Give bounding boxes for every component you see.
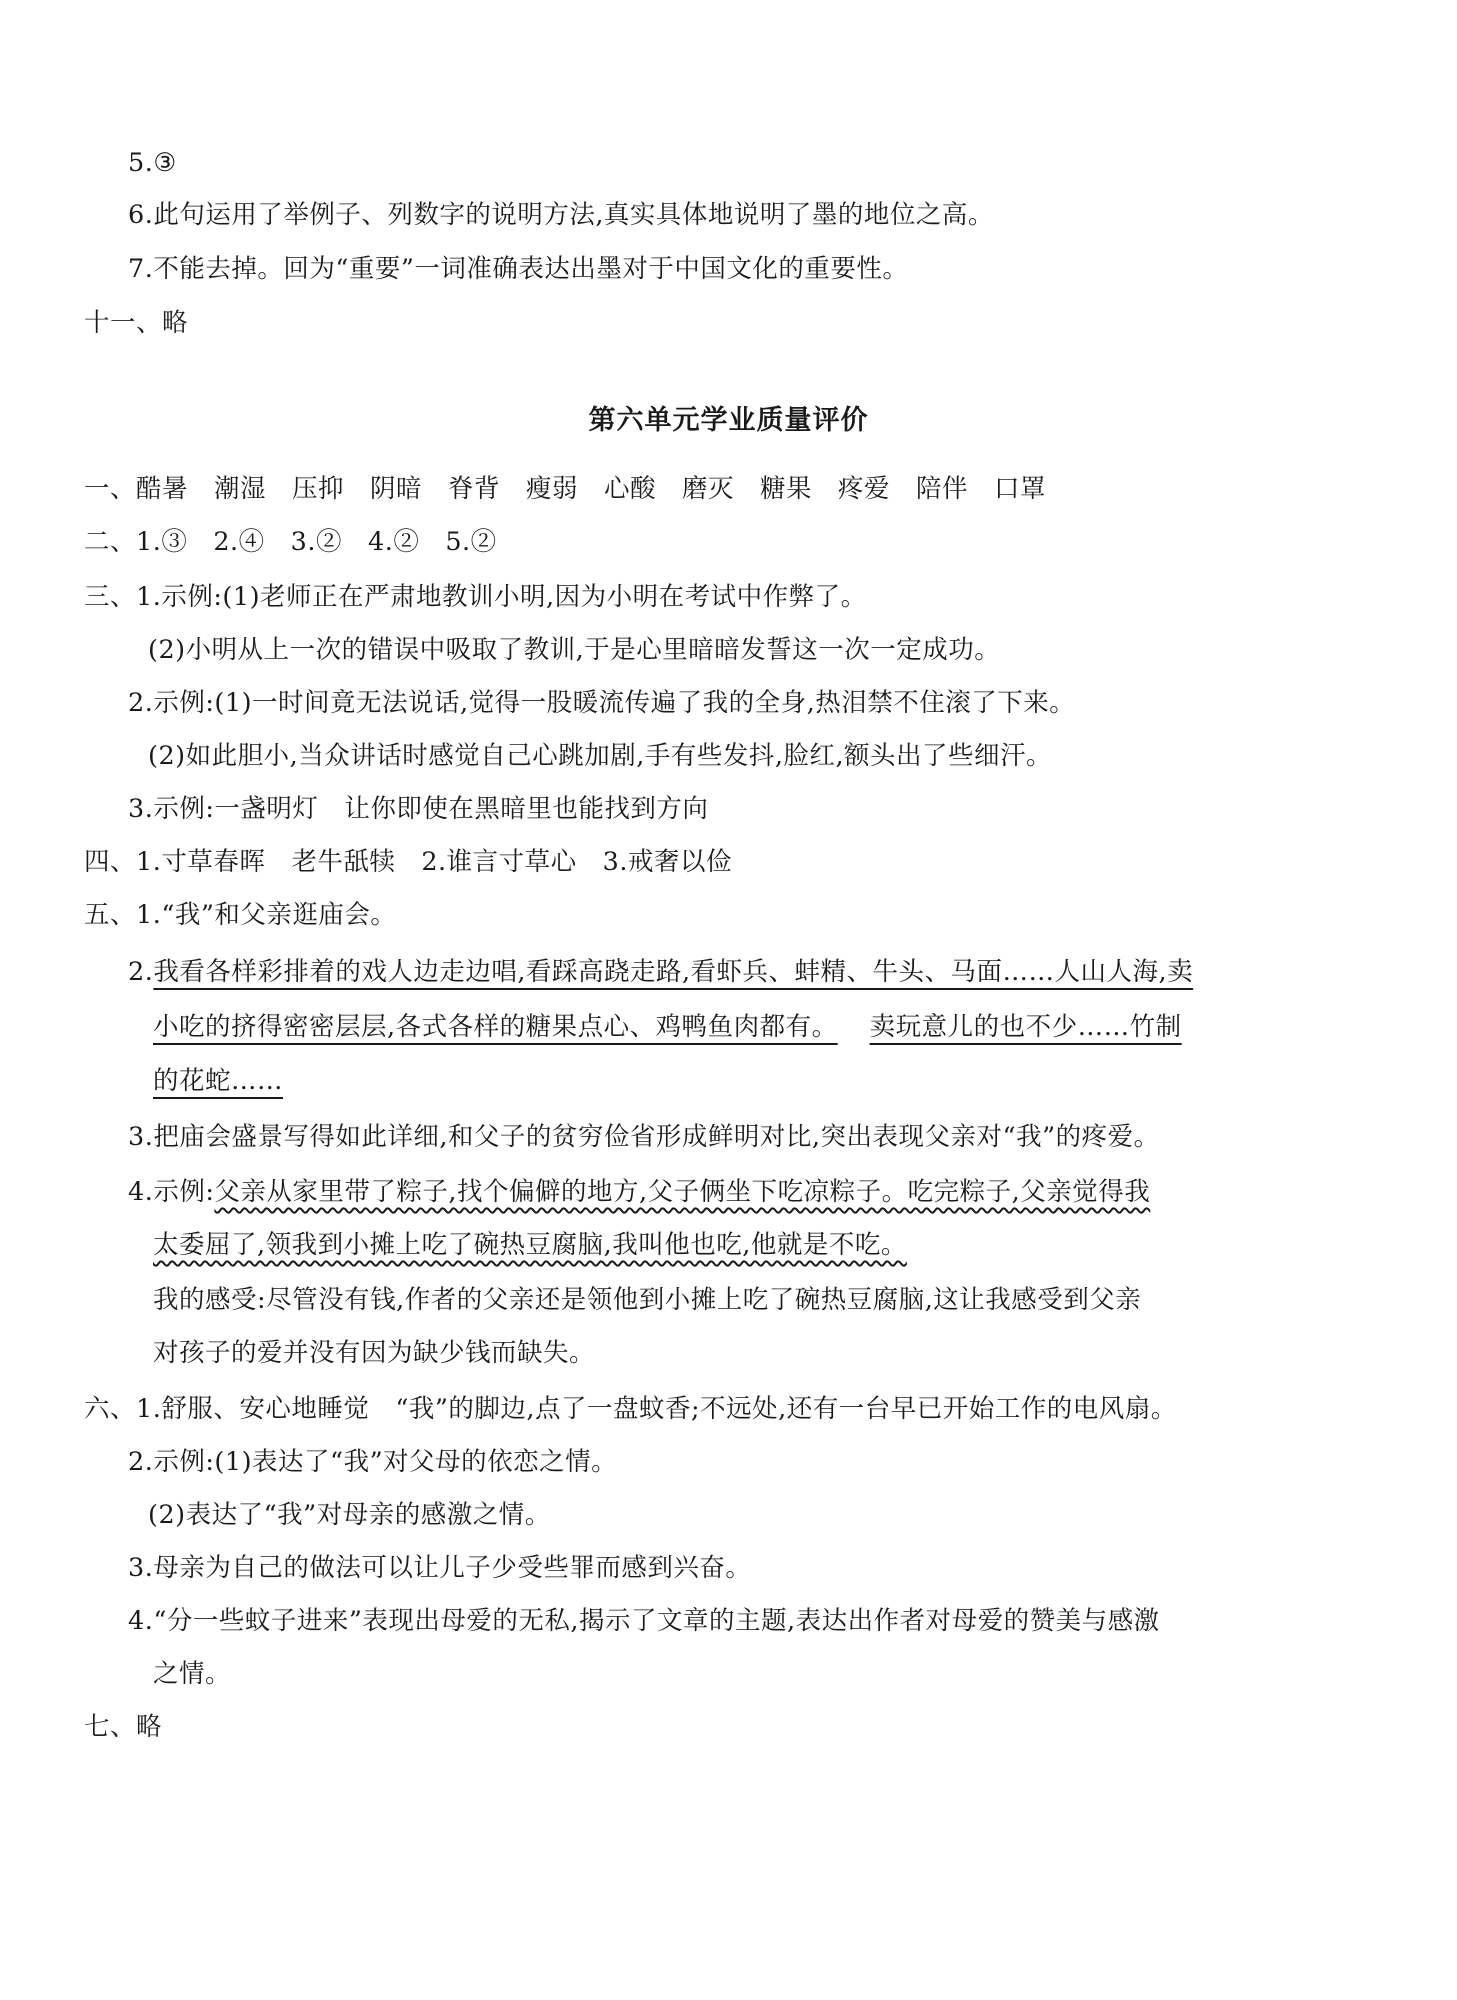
wavy-underlined-text: 父亲从家里带了粽子,找个偏僻的地方,父子俩坐下吃凉粽子。吃完粽子,父亲觉得我	[214, 1177, 1151, 1207]
section-5-q2-line-2	[153, 1010, 1182, 1044]
section-6-line-6: 之情。	[153, 1659, 232, 1689]
answer-6: 6.此句运用了举例子、列数字的说明方法,真实具体地说明了墨的地位之高。	[128, 200, 994, 230]
answer-5: 5.③	[128, 148, 177, 178]
section-6-line-2: 2.示例:(1)表达了“我”对父母的依恋之情。	[128, 1447, 618, 1477]
section-5-q3: 3.把庙会盛景写得如此详细,和父子的贫穷俭省形成鲜明对比,突出表现父亲对“我”的疼爱。	[128, 1122, 1160, 1152]
section-5-q2-line-3	[153, 1064, 283, 1098]
section-3-line-4: (2)如此胆小,当众讲话时感觉自己心跳加剧,手有些发抖,脸红,额头出了些细汗。	[148, 741, 1053, 771]
section-5-q4-line-1	[128, 1175, 1150, 1209]
section-6-line-4: 3.母亲为自己的做法可以让儿子少受些罪而感到兴奋。	[128, 1553, 752, 1583]
section-5-q4-line-3: 我的感受:尽管没有钱,作者的父亲还是领他到小摊上吃了碗热豆腐脑,这让我感受到父亲	[153, 1285, 1142, 1315]
section-3-line-5: 3.示例:一盏明灯 让你即使在黑暗里也能找到方向	[128, 794, 709, 824]
section-6-line-5: 4.“分一些蚊子进来”表现出母爱的无私,揭示了文章的主题,表达出作者对母爱的赞美与感激	[128, 1606, 1160, 1636]
q2-prefix: 2.	[128, 957, 154, 987]
underlined-text: 我看各样彩排着的戏人边走边唱,看踩高跷走路,看虾兵、蚌精、牛头、马面……人山人海,卖	[153, 957, 1194, 987]
section-7: 七、略	[84, 1712, 163, 1742]
section-5-q4-line-2	[153, 1228, 907, 1262]
section-3-line-1: 三、1.示例:(1)老师正在严肃地教训小明,因为小明在考试中作弊了。	[84, 582, 867, 612]
section-5-q4-line-4: 对孩子的爱并没有因为缺少钱而缺失。	[153, 1338, 596, 1368]
q4-prefix: 4.示例:	[128, 1177, 215, 1207]
section-2: 二、1.③ 2.④ 3.② 4.② 5.②	[84, 527, 497, 557]
section-1: 一、酷暑 潮湿 压抑 阴暗 脊背 瘦弱 心酸 磨灭 糖果 疼爱 陪伴 口罩	[84, 474, 1047, 504]
section-6-line-1: 六、1.舒服、安心地睡觉 “我”的脚边,点了一盘蚊香;不远处,还有一台早已开始工作的电风扇。	[84, 1394, 1177, 1424]
section-4: 四、1.寸草春晖 老牛舐犊 2.谁言寸草心 3.戒奢以俭	[84, 847, 732, 877]
section-3-line-3: 2.示例:(1)一时间竟无法说话,觉得一股暖流传遍了我的全身,热泪禁不住滚了下来。	[128, 688, 1076, 718]
section-6-line-3: (2)表达了“我”对母亲的感激之情。	[148, 1500, 551, 1530]
underlined-text: 小吃的挤得密密层层,各式各样的糖果点心、鸡鸭鱼肉都有。	[153, 1012, 838, 1042]
section-3-line-2: (2)小明从上一次的错误中吸取了教训,于是心里暗暗发誓这一次一定成功。	[148, 635, 1001, 665]
page-title: 第六单元学业质量评价	[588, 405, 869, 436]
underlined-text: 的花蛇……	[153, 1066, 284, 1096]
answer-7: 7.不能去掉。回为“重要”一词准确表达出墨对于中国文化的重要性。	[128, 254, 909, 284]
section-5-line-1: 五、1.“我”和父亲逛庙会。	[84, 900, 397, 930]
underlined-text: 卖玩意儿的也不少……竹制	[869, 1012, 1182, 1042]
wavy-underlined-text: 太委屈了,领我到小摊上吃了碗热豆腐脑,我叫他也吃,他就是不吃。	[153, 1230, 907, 1260]
section-5-q2-line-1	[128, 955, 1193, 989]
section-11: 十一、略	[84, 308, 189, 338]
